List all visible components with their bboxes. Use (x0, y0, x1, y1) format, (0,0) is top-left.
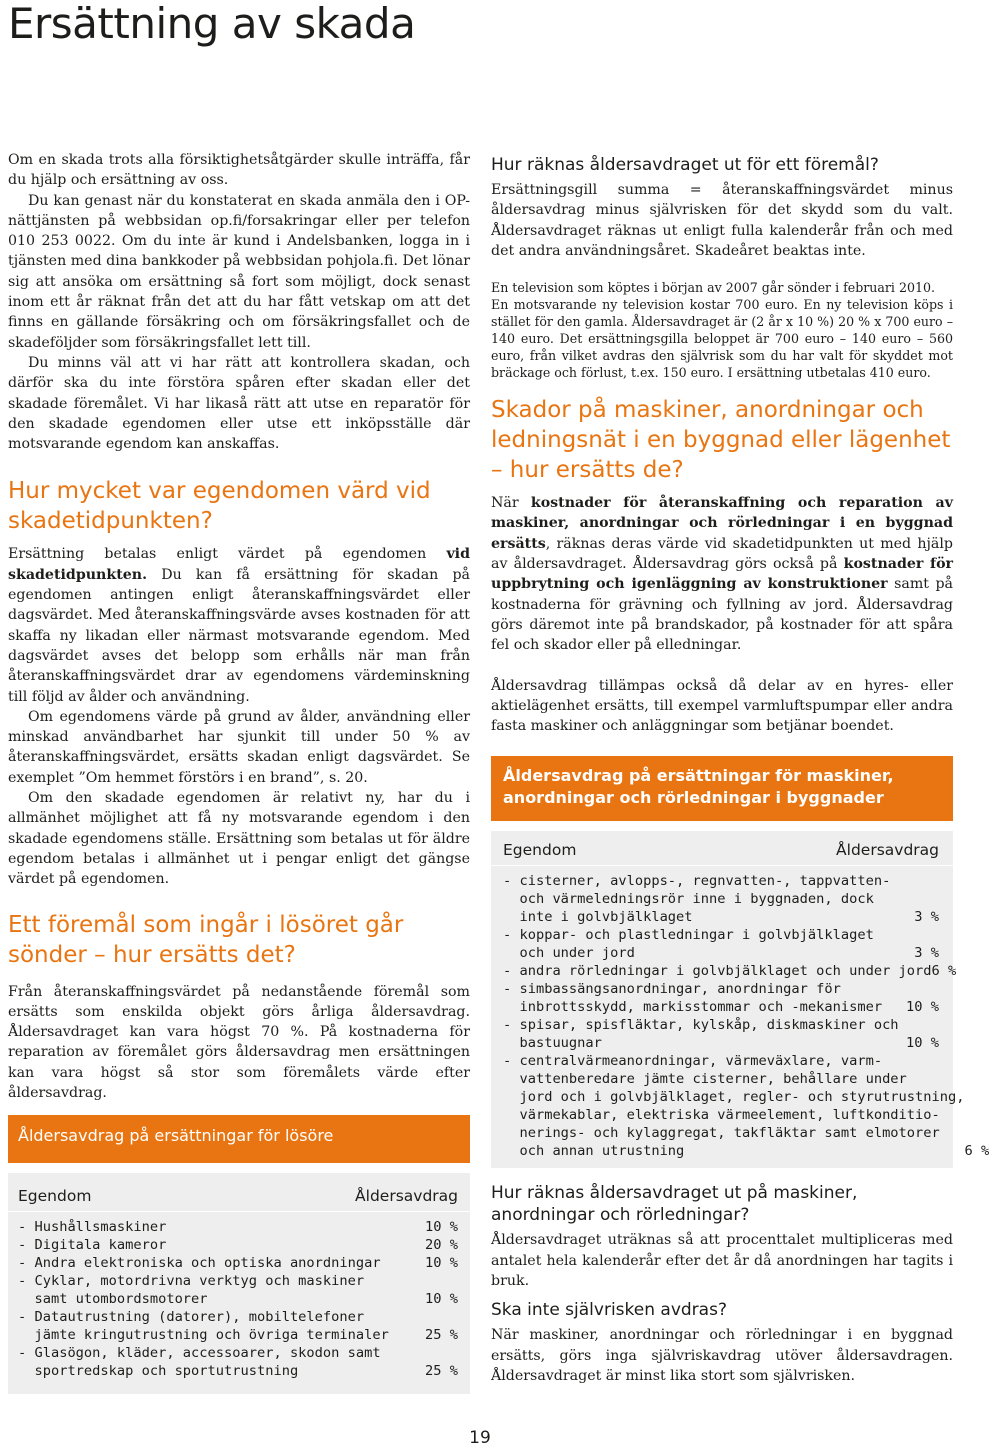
row-description-line: samt utombordsmotorer (18, 1291, 208, 1308)
row-deduction-value: 3 % (914, 945, 939, 962)
row-description (503, 1052, 964, 1160)
machines-paragraph-1b: , räknas deras värde vid skadetidpunkten ut med hjälp av åldersavdraget. Åldersavdrag görs också på (491, 535, 953, 573)
column-deduction: Åldersavdrag (836, 841, 939, 860)
row-description-line: jämte kringutrustning och övriga terminaler (18, 1327, 389, 1344)
table-row (503, 980, 939, 1016)
value-paragraph-1 (8, 544, 470, 706)
machine-calc-paragraph: Åldersavdraget uträknas så att procenttalet multipliceras med antalet hela kalenderår efter det år då anordningen har tagits i bruk. (491, 1232, 953, 1290)
machines-paragraph-2: Åldersavdrag tillämpas också då delar av en hyres- eller aktielägenhet ersätts, till exempel varmluftspumpar eller andra fasta maskiner och anläggningar som betjänar boendet. (491, 677, 953, 735)
row-deduction-value: 20 % (425, 1237, 458, 1254)
intro-paragraph-2 (8, 191, 470, 353)
row-description-line: och annan utrustning (503, 1143, 685, 1160)
row-description-line: och under jord (503, 945, 635, 962)
table-spacer (8, 1163, 470, 1173)
table-row (503, 872, 939, 926)
movable-paragraph-1: Från återanskaffningsvärdet på nedanstående föremål som ersätts som enskilda objekt görs årliga åldersavdrag. Åldersavdraget kan vara högst 70 %. På kostnaderna för reparation av föremålet görs åldersavdrag men ersättningen kan vara högst så stor som föremålets värde efter åldersavdrag. (8, 983, 470, 1101)
row-description-line: - Hushållsmaskiner (18, 1219, 167, 1236)
row-description (18, 1308, 389, 1344)
table-row (503, 1052, 989, 1160)
heading-property-value: Hur mycket var egendomen värd vid skadetidpunkten? (8, 478, 431, 535)
intro-paragraph-3: Du minns väl att vi har rätt att kontrollera skadan, och därför ska du inte förstöra spåren efter skadan eller det skadade föremålet. Vi har likaså rätt att utse en reparatör för den skadade egendomen eller utse ett inköpsställe där motsvarande egendom kan anskaffas. (8, 354, 470, 453)
row-description (503, 980, 882, 1016)
machines-bold-1: kostnader för återanskaffning och reparation av maskiner, anordningar och rörledningar i en byggnad ersätts (491, 495, 953, 552)
heading-machine-calculation: Hur räknas åldersavdraget ut på maskiner, anordningar och rörledningar? (491, 1183, 858, 1226)
page-title: Ersättning av skada (8, 0, 416, 48)
value-paragraph-2: Om egendomens värde på grund av ålder, användning eller minskad användbarhet har sjunkit till under 50 % av återanskaffningsvärdet, ersätts skadan enligt dagsvärdet. Se exemplet ”Om hemmet förstörs i en brand”, s. 20. (8, 708, 470, 786)
row-description (503, 926, 874, 962)
row-description (18, 1236, 166, 1254)
row-description-line: - andra rörledningar i golvbjälklaget och under jord (503, 963, 932, 980)
row-description-line: - simbassängsanordningar, anordningar för (503, 981, 841, 998)
column-property: Egendom (503, 841, 577, 860)
heading-deductible: Ska inte självrisken avdras? (491, 1300, 727, 1321)
machines-paragraph-1 (491, 493, 953, 655)
row-description-line: inte i golvbjälklaget (503, 909, 693, 926)
row-description-line: värmekablar, elektriska värmeelement, luftkonditio- (503, 1107, 940, 1124)
row-deduction-value: 6 % (931, 963, 957, 980)
table-row (503, 962, 957, 980)
machines-paragraph-1c: samt på kostnaderna för grävning och fyllning av jord. Åldersavdrag görs däremot inte på brandskador, på kostnader för att spåra fel och skador eller på elledningar. (491, 576, 953, 654)
intro-paragraph-2a: Du kan genast när du konstaterat en skada anmäla den i OP-nättjänsten på webbsidan op.fi/forsakringar eller per telefon 010 253 0022. (8, 192, 470, 250)
intro-paragraph-1: Om en skada trots alla försiktighetsåtgärder skulle inträffa, får du hjälp och ersättning av oss. (8, 152, 470, 189)
row-description (18, 1344, 381, 1380)
movable-table-rows (8, 1212, 470, 1394)
row-description-line: - centralvärmeanordningar, värmeväxlare, varm- (503, 1053, 883, 1070)
row-description-line: jord och i golvbjälklaget, regler- och styrutrustning, (503, 1089, 965, 1106)
row-description (18, 1254, 381, 1272)
intro-paragraph-2b: Om du inte är kund i Andelsbanken, logga in i tjänsten med dina bankkoder på webbsidan pohjola.fi. Det lönar sig att ansöka om ersättning så fort som möjligt, dock senast inom ett år räknat från det att du har fått vetskap om att det finns en gällande försäkring och om försäkringsfallet och de skadeföljder som försäkringsfallet lett till. (8, 233, 470, 351)
row-description-line: nerings- och kylaggregat, takfläktar samt elmotorer (503, 1125, 940, 1142)
heading-movable-property: Ett föremål som ingår i lösöret går sönder – hur ersätts det? (8, 911, 404, 968)
row-description-line: - Datautrustning (datorer), mobiltelefoner (18, 1309, 365, 1326)
movable-table-column-header (8, 1173, 470, 1212)
row-description-line: - spisar, spisfläktar, kylskåp, diskmaskiner och (503, 1017, 899, 1034)
row-description-line: - Andra elektroniska och optiska anordningar (18, 1255, 381, 1272)
row-description (18, 1218, 166, 1236)
row-description-line: och värmeledningsrör inne i byggnaden, dock (503, 891, 874, 908)
heading-item-calculation: Hur räknas åldersavdraget ut för ett föremål? (491, 155, 879, 175)
value-paragraph-1b: Du kan få ersättning för skadan på egendomen antingen enligt återanskaffningsvärdet eller dagsvärdet. Med återanskaffningsvärde avses kostnaden för att skaffa ny likadan eller närmast motsvarande egendom. Med dagsvärdet avses det belopp som erhålls när man från återanskaffningsvärdet drar av egendomens värdeminskning till följd av ålder och användning. (8, 566, 470, 705)
value-paragraph-1-bold: vid skadetidpunkten. (8, 546, 470, 583)
table-row (18, 1254, 458, 1272)
calc-paragraph-1: Ersättningsgill summa = återanskaffningsvärdet minus åldersavdrag minus självrisken för det skydd som du valt. Åldersavdraget räknas ut enligt fulla kalenderår från och med det andra användningsåret. Skadeåret beaktas inte. (491, 182, 953, 259)
row-description (18, 1272, 364, 1308)
machines-table-column-header (491, 831, 953, 866)
row-description-line: - Digitala kameror (18, 1237, 167, 1254)
row-deduction-value: 10 % (425, 1255, 458, 1272)
table-row (18, 1344, 458, 1380)
row-description-line: - cisterner, avlopps-, regnvatten-, tappvatten- (503, 873, 891, 890)
row-description-line: bastuugnar (503, 1035, 602, 1052)
row-deduction-value: 10 % (906, 1035, 939, 1052)
left-column (8, 150, 470, 1394)
row-description (503, 1016, 899, 1052)
row-deduction-value: 3 % (914, 909, 939, 926)
heading-machines: Skador på maskiner, anordningar och ledningsnät i en byggnad eller lägenhet – hur ersätts de? (491, 397, 951, 484)
example-paragraph-2: En motsvarande ny television kostar 700 euro. En ny television köps i stället för den gamla. Åldersavdraget är (2 år x 10 %) 20 % x 700 euro – 140 euro. Det ersättningsgilla beloppet är 700 euro – 140 euro – 560 euro, från vilket avdras den självrisk som du har valt för skyddet mot bräckage och förlust, t.ex. 150 euro. I ersättning utbetalas 410 euro. (491, 297, 953, 381)
row-deduction-value: 10 % (906, 999, 939, 1016)
page-number: 19 (469, 1428, 491, 1448)
row-deduction-value: 25 % (425, 1363, 458, 1380)
row-deduction-value: 6 % (964, 1143, 989, 1160)
row-deduction-value: 25 % (425, 1327, 458, 1344)
row-description-line: - Glasögon, kläder, accessoarer, skodon samt (18, 1345, 381, 1362)
movable-deduction-table (8, 1115, 470, 1394)
row-description-line: vattenberedare jämte cisterner, behållare under (503, 1071, 907, 1088)
table-row (18, 1308, 458, 1344)
table-spacer (491, 821, 953, 831)
row-description (503, 872, 890, 926)
column-deduction: Åldersavdrag (355, 1187, 458, 1206)
value-paragraph-1a: Ersättning betalas enligt värdet på egendomen (8, 546, 447, 563)
column-property: Egendom (18, 1187, 92, 1206)
row-description (503, 962, 932, 980)
table-row (503, 926, 939, 962)
row-deduction-value: 10 % (425, 1291, 458, 1308)
machines-bold-2: kostnader för uppbrytning och igenläggning av konstruktioner (491, 556, 954, 593)
example-box (491, 279, 953, 381)
movable-table-heading: Åldersavdrag på ersättningar för lösöre (8, 1115, 470, 1163)
deductible-paragraph: När maskiner, anordningar och rörledningar i en byggnad ersätts, görs inga självriskavdrag utöver åldersavdragen. Åldersavdraget är minst lika stort som självrisken. (491, 1327, 953, 1384)
row-description-line: sportredskap och sportutrustning (18, 1363, 299, 1380)
table-row (503, 1016, 939, 1052)
right-column (491, 150, 989, 1386)
machines-table-rows (491, 866, 989, 1168)
row-deduction-value: 10 % (425, 1219, 458, 1236)
row-description-line: inbrottsskydd, markisstommar och -mekanismer (503, 999, 883, 1016)
example-paragraph-1: En television som köptes i början av 2007 går sönder i februari 2010. (491, 280, 936, 296)
table-row (18, 1236, 458, 1254)
machines-deduction-table (491, 756, 989, 1168)
machines-table-heading: Åldersavdrag på ersättningar för maskiner, anordningar och rörledningar i byggnader (491, 756, 953, 821)
row-description-line: - Cyklar, motordrivna verktyg och maskiner (18, 1273, 365, 1290)
machines-paragraph-1a: När (491, 495, 531, 512)
table-row (18, 1272, 458, 1308)
value-paragraph-3: Om den skadade egendomen är relativt ny, har du i allmänhet möjlighet att få ny motsvarande egendom i den skadade egendomens ställe. Ersättning som betalas ut för äldre egendom betalas i allmänhet ut i pengar enligt det gängse värdet på egendomen. (8, 790, 470, 888)
table-row (18, 1218, 458, 1236)
row-description-line: - koppar- och plastledningar i golvbjälklaget (503, 927, 874, 944)
